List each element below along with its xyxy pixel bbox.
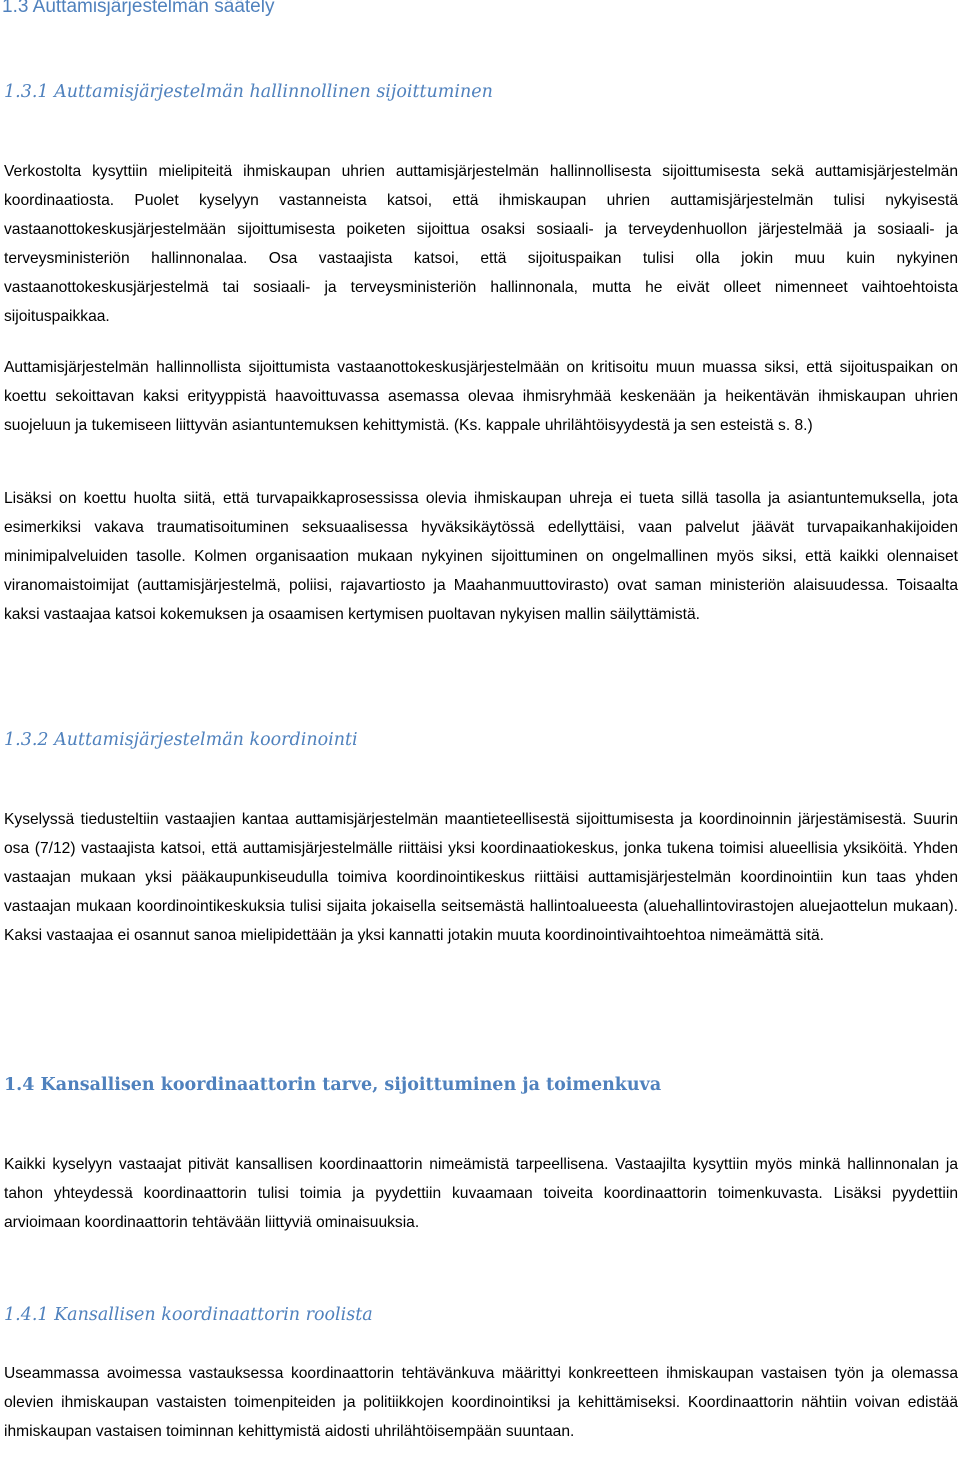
heading-1-3-2: 1.3.2 Auttamisjärjestelmän koordinointi <box>4 730 358 750</box>
heading-1-3-1: 1.3.1 Auttamisjärjestelmän hallinnollinen sijoittuminen <box>4 82 493 102</box>
paragraph-hallinnollinen-1: Verkostolta kysyttiin mielipiteitä ihmiskaupan uhrien auttamisjärjestelmän hallinnollisesta sijoittumisesta sekä auttamisjärjestelmän koordinaatiosta. Puolet kyselyyn vastanneista katsoi, että ihmiskaupan uhrien auttamisjärjestelmän tulisi nykyisestä vastaanottokeskusjärjestelmään sijoittumisesta poiketen sijoittua osaksi sosiaali- ja terveydenhuollon järjestelmää ja sosiaali- ja terveysministeriön hallinnonalaa. Osa vastaajista katsoi, että sijoituspaikan tulisi olla jokin muu kuin nykyinen vastaanottokeskusjärjestelmä tai sosiaali- ja terveysministeriön hallinnonala, mutta he eivät olleet nimenneet vaihtoehtoista sijoituspaikkaa. <box>4 163 958 325</box>
paragraph-kansallinen-koordinaattori: Kaikki kyselyyn vastaajat pitivät kansallisen koordinaattorin nimeämistä tarpeellisena. Vastaajilta kysyttiin myös minkä hallinnonalan ja tahon yhteydessä koordinaattorin tulisi toimia ja pyydettiin kuvaamaan toiveita koordinaattorin toimenkuvasta. Lisäksi pyydettiin arvioimaan koordinaattorin tehtävään liittyviä ominaisuuksia. <box>4 1156 958 1231</box>
heading-1-4: 1.4 Kansallisen koordinaattorin tarve, sijoittuminen ja toimenkuva <box>4 1075 662 1095</box>
paragraph-koordinaattorin-roolista: Useammassa avoimessa vastauksessa koordinaattorin tehtävänkuva määrittyi konkreetteen ihmiskaupan vastaisen työn ja olemassa olevien ihmiskaupan vastaisten toimenpiteiden ja politiikkojen koordinointiksi ja kehittämiseksi. Koordinaattorin nähtiin voivan edistää ihmiskaupan vastaisen toiminnan kehittymistä aidosti uhrilähtöisempään suuntaan. <box>4 1365 958 1440</box>
paragraph-hallinnollinen-2: Auttamisjärjestelmän hallinnollista sijoittumista vastaanottokeskusjärjestelmään on kritisoitu muun muassa siksi, että sijoituspaikan on koettu sekoittavan kaksi erityyppistä haavoittuvassa asemassa olevaa ihmisryhmää keskenään ja heikentävän ihmiskaupan uhrien suojeluun ja tukemiseen liittyvän asiantuntemuksen kehittymistä. (Ks. kappale uhrilähtöisyydestä ja sen esteistä s. 8.) <box>4 359 958 434</box>
heading-1-3: 1.3 Auttamisjärjestelmän säätely <box>2 0 275 17</box>
heading-1-4-1: 1.4.1 Kansallisen koordinaattorin roolista <box>4 1305 373 1325</box>
paragraph-hallinnollinen-3: Lisäksi on koettu huolta siitä, että turvapaikkaprosessissa olevia ihmiskaupan uhreja ei tueta sillä tasolla ja asiantuntemuksella, jota esimerkiksi vakava traumatisoituminen seksuaalisessa hyväksikäytössä edellyttäisi, vaan palvelut jäävät turvapaikanhakijoiden minimipalveluiden tasolle. Kolmen organisaation mukaan nykyinen sijoittuminen on ongelmallinen myös siksi, että kaikki olennaiset viranomaistoimijat (auttamisjärjestelmä, poliisi, rajavartiosto ja Maahanmuuttovirasto) ovat saman ministeriön alaisuudessa. Toisaalta kaksi vastaajaa katsoi kokemuksen ja osaamisen kertymisen puoltavan nykyisen mallin säilyttämistä. <box>4 490 958 623</box>
paragraph-koordinointi: Kyselyssä tiedusteltiin vastaajien kantaa auttamisjärjestelmän maantieteellisestä sijoittumisesta ja koordinoinnin järjestämisestä. Suurin osa (7/12) vastaajista katsoi, että auttamisjärjestelmälle riittäisi yksi koordinaatiokeskus, jonka tukena toimisi alueellisia yksiköitä. Yhden vastaajan mukaan yksi pääkaupunkiseudulla toimiva koordinointikeskus riittäisi auttamisjärjestelmän koordinointiin kun taas yhden vastaajan mukaan koordinointikeskuksia tulisi sijaita jokaisella seitsemästä hallintoalueesta (aluehallintovirastojen aluejaottelun mukaan). Kaksi vastaajaa ei osannut sanoa mielipidettään ja yksi kannatti jotakin muuta koordinointivaihtoehtoa nimeämättä sitä. <box>4 811 958 944</box>
